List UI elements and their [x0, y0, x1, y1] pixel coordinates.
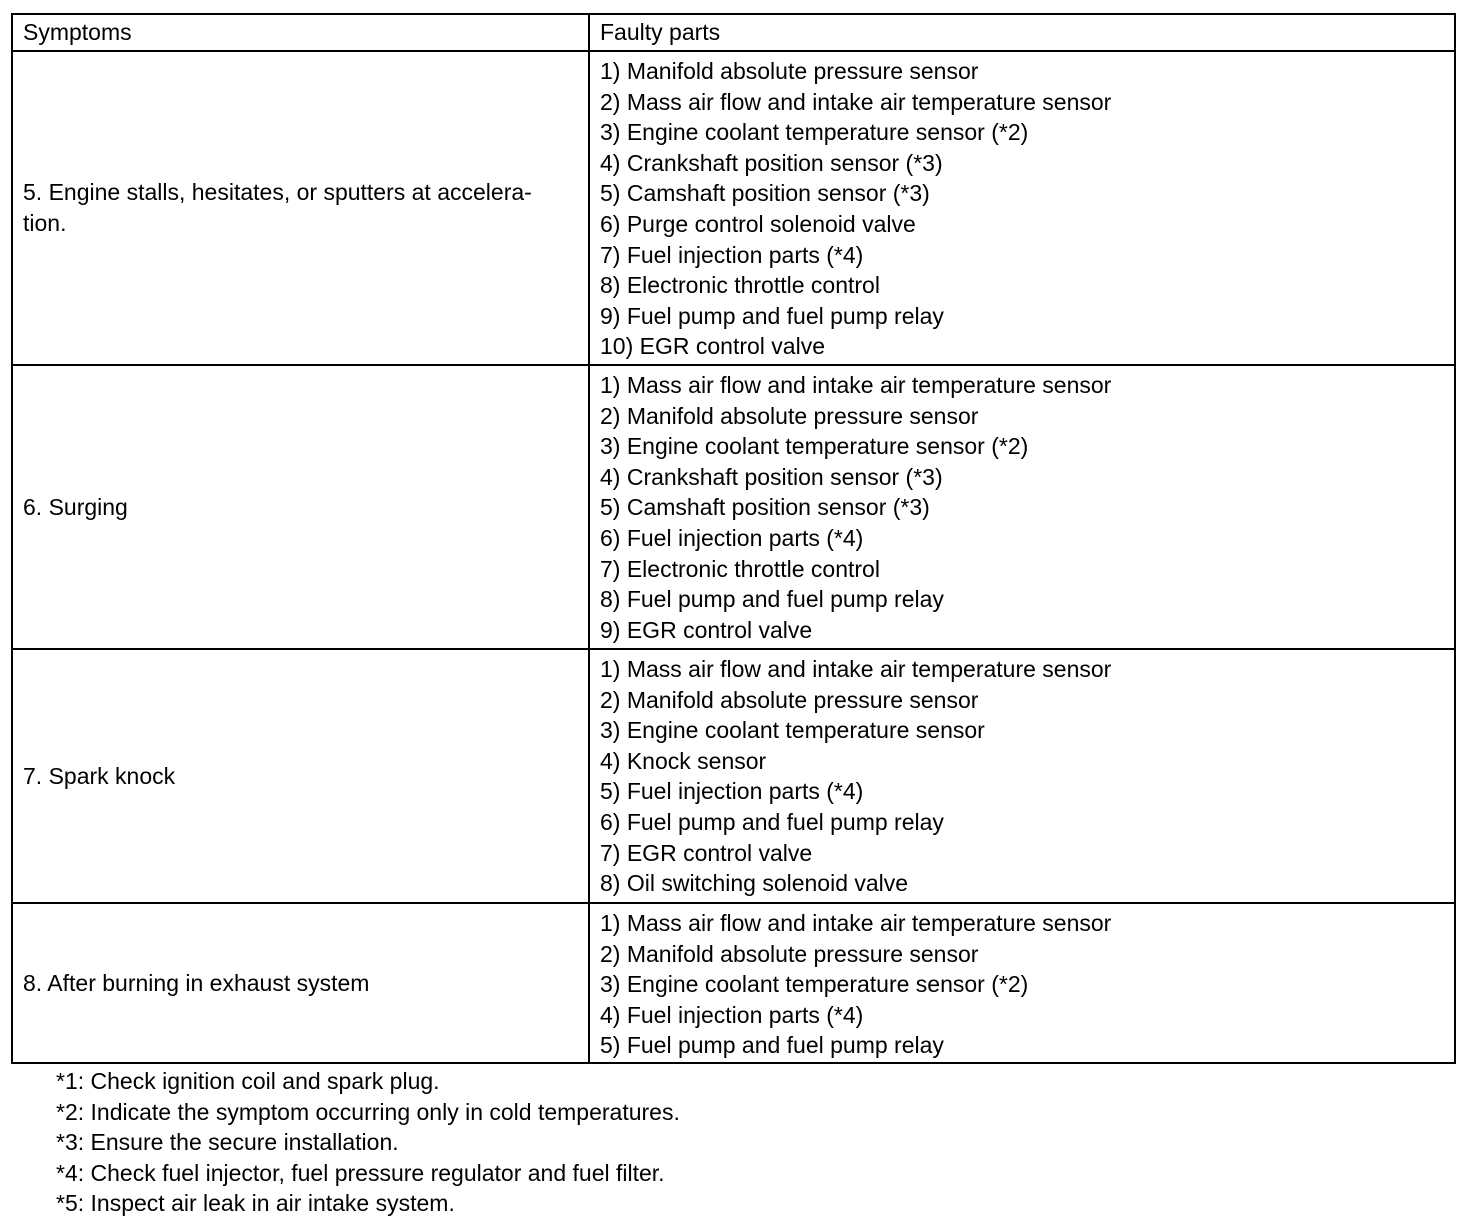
faulty-part-item: 2) Mass air flow and intake air temperature sensor: [600, 88, 1112, 115]
faulty-part-item: 10) EGR control valve: [600, 333, 825, 360]
table-header-row: [12, 14, 1455, 51]
faulty-part-item: 9) Fuel pump and fuel pump relay: [600, 302, 944, 329]
footnote: *4: Check fuel injector, fuel pressure regulator and fuel filter.: [56, 1159, 665, 1186]
faulty-part-item: 5) Camshaft position sensor (*3): [600, 494, 930, 521]
faulty-part-item: 7) EGR control valve: [600, 839, 813, 866]
faulty-part-item: 8) Fuel pump and fuel pump relay: [600, 586, 944, 613]
footnote: *2: Indicate the symptom occurring only in cold temperatures.: [56, 1098, 680, 1125]
faulty-part-item: 2) Manifold absolute pressure sensor: [600, 402, 979, 429]
faulty-part-item: 1) Manifold absolute pressure sensor: [600, 58, 979, 84]
footnotes: [56, 1066, 680, 1219]
table-row: [12, 365, 1455, 649]
faulty-part-item: 4) Knock sensor: [600, 747, 767, 774]
header-symptoms: Symptoms: [12, 14, 589, 51]
faulty-part-item: 5) Camshaft position sensor (*3): [600, 180, 930, 207]
faulty-part-item: 8) Electronic throttle control: [600, 272, 880, 299]
faulty-part-item: 1) Mass air flow and intake air temperature sensor: [600, 656, 1112, 682]
faulty-part-item: 6) Purge control solenoid valve: [600, 210, 916, 237]
faulty-part-item: 6) Fuel pump and fuel pump relay: [600, 808, 944, 835]
symptom-cell: 7. Spark knock: [12, 649, 589, 903]
faulty-parts-cell: [589, 51, 1455, 365]
faulty-part-item: 8) Oil switching solenoid valve: [600, 870, 909, 897]
symptom-cell: [12, 51, 589, 365]
faulty-part-item: 4) Crankshaft position sensor (*3): [600, 149, 943, 176]
table-row: [12, 649, 1455, 903]
footnote: *5: Inspect air leak in air intake system.: [56, 1190, 455, 1217]
faulty-parts-cell: [589, 649, 1455, 903]
faulty-part-item: 1) Mass air flow and intake air temperature sensor: [600, 910, 1112, 936]
faulty-part-item: 2) Manifold absolute pressure sensor: [600, 686, 979, 713]
header-faulty-parts: Faulty parts: [589, 14, 1455, 51]
faulty-part-item: 4) Crankshaft position sensor (*3): [600, 463, 943, 490]
faulty-part-item: 3) Engine coolant temperature sensor: [600, 717, 985, 744]
faulty-parts-table: [11, 13, 1456, 1064]
symptom-text-line: 5. Engine stalls, hesitates, or sputters at accelera-: [23, 179, 532, 206]
symptom-cell: 8. After burning in exhaust system: [12, 903, 589, 1063]
faulty-part-item: 3) Engine coolant temperature sensor (*2): [600, 971, 1029, 998]
footnote: *1: Check ignition coil and spark plug.: [56, 1068, 440, 1094]
faulty-part-item: 1) Mass air flow and intake air temperature sensor: [600, 372, 1112, 398]
faulty-part-item: 5) Fuel pump and fuel pump relay: [600, 1032, 944, 1059]
faulty-parts-cell: [589, 903, 1455, 1063]
symptom-cell: 6. Surging: [12, 365, 589, 649]
faulty-part-item: 4) Fuel injection parts (*4): [600, 1001, 864, 1028]
faulty-part-item: 2) Manifold absolute pressure sensor: [600, 940, 979, 967]
footnote: *3: Ensure the secure installation.: [56, 1129, 399, 1156]
faulty-part-item: 3) Engine coolant temperature sensor (*2): [600, 119, 1029, 146]
faulty-part-item: 5) Fuel injection parts (*4): [600, 778, 864, 805]
faulty-part-item: 9) EGR control valve: [600, 616, 813, 643]
table-row: [12, 51, 1455, 365]
faulty-part-item: 7) Electronic throttle control: [600, 555, 880, 582]
faulty-part-item: 6) Fuel injection parts (*4): [600, 524, 864, 551]
faulty-parts-cell: [589, 365, 1455, 649]
symptom-text-line: tion.: [23, 210, 67, 236]
faulty-part-item: 7) Fuel injection parts (*4): [600, 241, 864, 268]
faulty-part-item: 3) Engine coolant temperature sensor (*2): [600, 433, 1029, 460]
table-row: [12, 903, 1455, 1063]
